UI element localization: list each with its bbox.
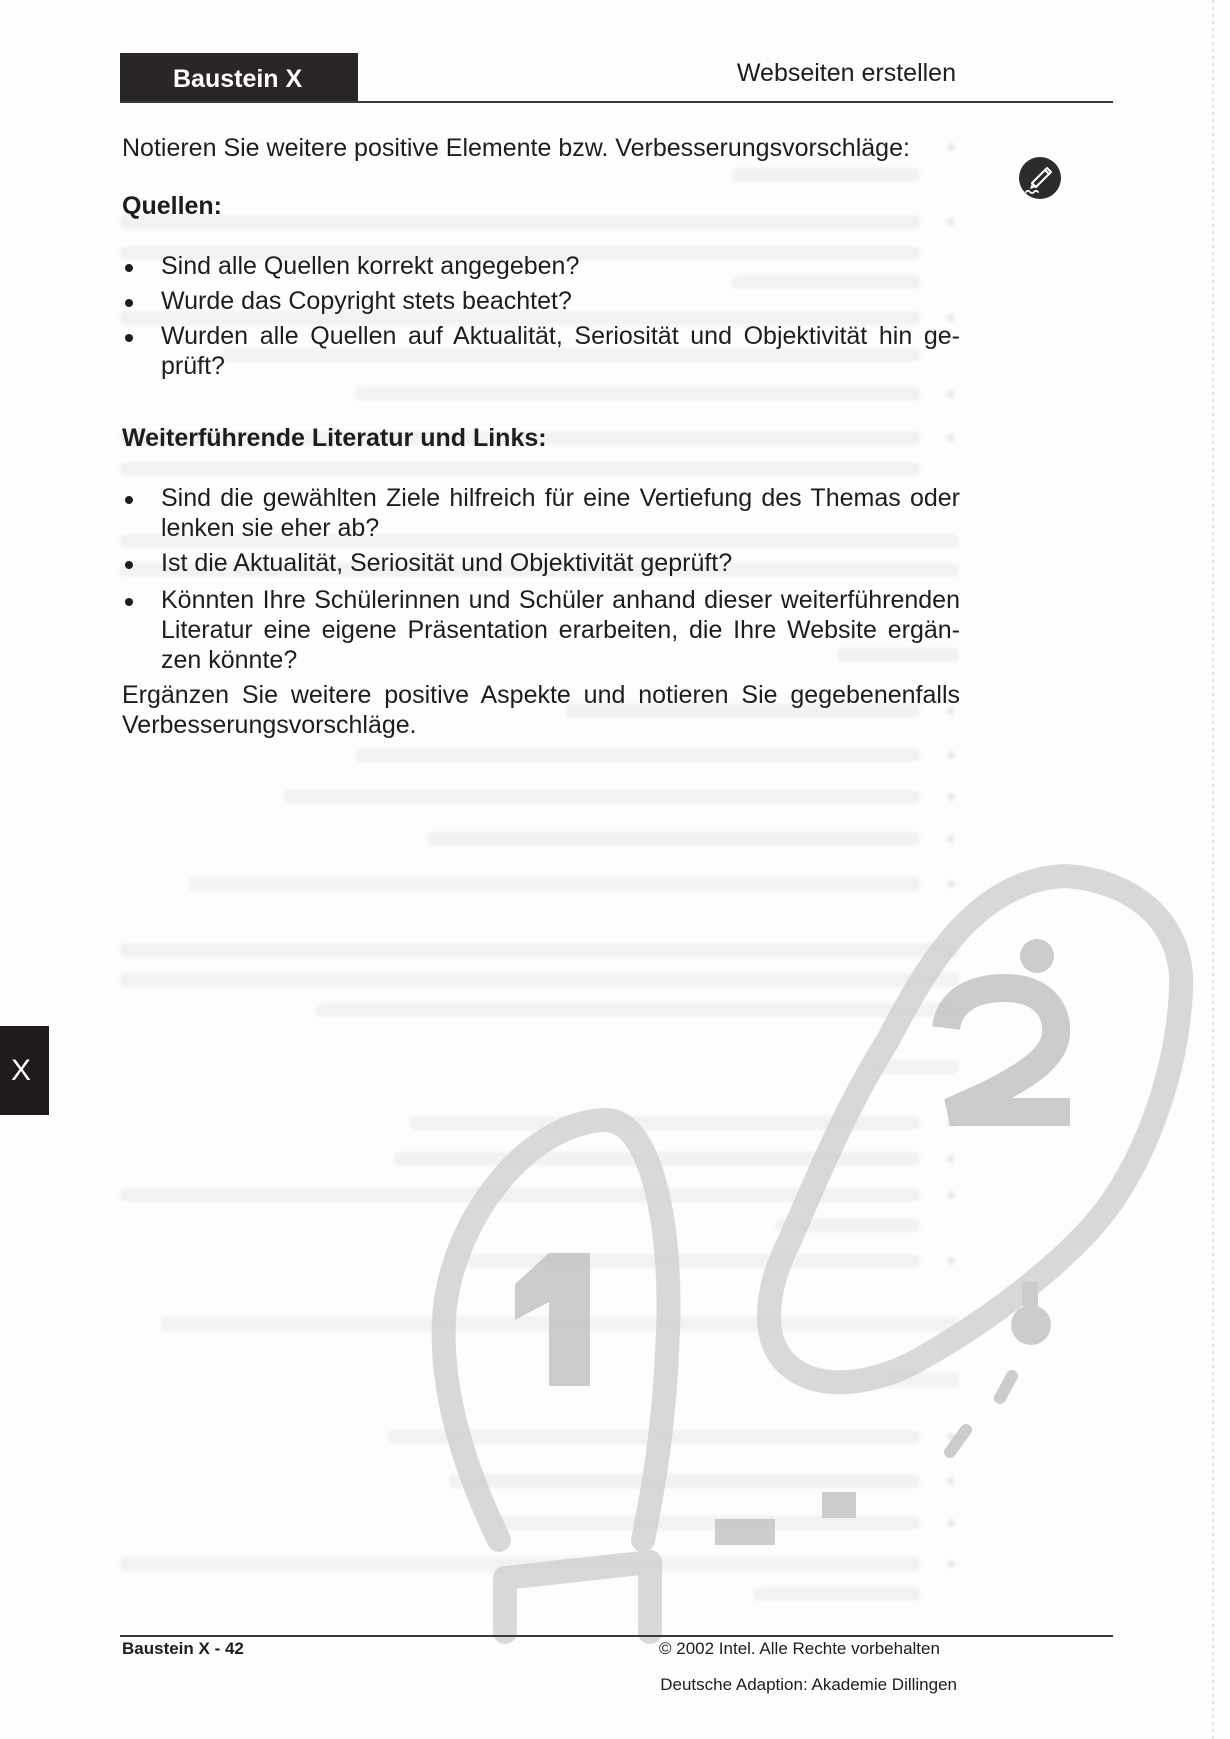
show-through-bullet <box>947 1257 955 1265</box>
watermark-dash <box>1022 1282 1038 1306</box>
show-through-line <box>120 462 920 476</box>
watermark-dot <box>1011 1305 1051 1345</box>
module-label: Baustein X <box>173 65 303 93</box>
bullet-text-line: Sind alle Quellen korrekt angegeben? <box>161 252 580 280</box>
bullet-text-line: zen könnte? <box>161 646 298 674</box>
show-through-line <box>355 387 920 401</box>
watermark-dash <box>715 1519 775 1545</box>
further-reading-item <box>0 548 1230 578</box>
footer-page-label: Baustein X - 42 <box>122 1639 244 1658</box>
watermark-bulb-one-base <box>505 1562 650 1632</box>
show-through-line <box>120 973 959 987</box>
show-through-line <box>316 1003 959 1017</box>
sources-heading: Quellen: <box>122 192 223 220</box>
sources-item <box>0 286 1230 316</box>
bullet-text-line: Könnten Ihre Schülerinnen und Schüler anhand dieser weiterführenden <box>161 586 960 614</box>
chapter-side-tab <box>0 1026 49 1115</box>
show-through-bullet <box>947 1191 955 1199</box>
module-label-box <box>120 53 358 102</box>
further-reading-item <box>0 585 1230 675</box>
bullet-dot <box>125 496 133 504</box>
show-through-bullet <box>947 143 955 151</box>
watermark-digit-two <box>946 988 1070 1112</box>
bullet-text-line: Wurden alle Quellen auf Aktualität, Seriosität und Objektivität hin ge- <box>161 322 960 350</box>
show-through-line <box>427 832 920 846</box>
show-through-line <box>120 215 920 229</box>
show-through-bullet <box>947 1477 955 1485</box>
show-through-bullet <box>947 1560 955 1568</box>
watermark-dot <box>1020 939 1054 973</box>
show-through-bullet <box>947 793 955 801</box>
bullet-dot <box>125 299 133 307</box>
sources-item <box>0 321 1230 381</box>
show-through-line <box>120 943 959 957</box>
show-through-line <box>493 1516 920 1530</box>
bullet-text-line: Literatur eine eigene Präsentation erarbeiten, die Ihre Website ergän- <box>161 616 960 644</box>
further-reading-item <box>0 483 1230 543</box>
further-reading-heading: Weiterführende Literatur und Links: <box>122 424 547 452</box>
bullet-text-line: Sind die gewählten Ziele hilfreich für eine Vertiefung des Themas oder <box>161 484 960 512</box>
show-through-bullet <box>947 1519 955 1527</box>
footer-copyright: © 2002 Intel. Alle Rechte vorbehalten <box>659 1639 940 1658</box>
page-header-title: Webseiten erstellen <box>736 59 956 87</box>
footer-rule <box>120 1635 1113 1637</box>
show-through-line <box>466 1254 920 1268</box>
paragraph-line: Verbesserungsvorschläge. <box>122 711 417 739</box>
paragraph-line: Ergänzen Sie weitere positive Aspekte und notieren Sie gegebenenfalls <box>122 681 960 709</box>
bullet-dot <box>125 264 133 272</box>
show-through-bullet <box>947 835 955 843</box>
bullet-text-line: Ist die Aktualität, Seriosität und Objektivität geprüft? <box>161 549 733 577</box>
show-through-line <box>355 748 920 762</box>
bullet-dot <box>125 561 133 569</box>
footer-adaptation: Deutsche Adaption: Akademie Dillingen <box>660 1675 957 1694</box>
pencil-icon <box>1018 156 1062 200</box>
watermark-dash <box>1000 1376 1012 1398</box>
sources-item <box>0 251 1230 281</box>
bullet-text-line: lenken sie eher ab? <box>161 514 380 542</box>
show-through-line <box>732 168 920 182</box>
closing-paragraph <box>122 680 960 740</box>
watermark-dash <box>822 1492 856 1518</box>
side-tab-label: X <box>10 1054 31 1087</box>
show-through-bullet <box>947 751 955 759</box>
show-through-bullet <box>947 390 955 398</box>
show-through-bullet <box>947 218 955 226</box>
show-through-line <box>754 1587 920 1601</box>
bullet-text-line: prüft? <box>161 352 225 380</box>
show-through-line <box>189 877 920 891</box>
bullet-dot <box>125 598 133 606</box>
show-through-bullet <box>947 434 955 442</box>
show-through-bullet <box>947 880 955 888</box>
show-through-line <box>283 790 920 804</box>
header-rule <box>120 101 1113 103</box>
show-through-line <box>449 1474 920 1488</box>
show-through-bullet <box>947 1155 955 1163</box>
bullet-dot <box>125 334 133 342</box>
intro-text: Notieren Sie weitere positive Elemente bzw. Verbesserungsvorschläge: <box>122 134 910 162</box>
bullet-text-line: Wurde das Copyright stets beachtet? <box>161 287 572 315</box>
